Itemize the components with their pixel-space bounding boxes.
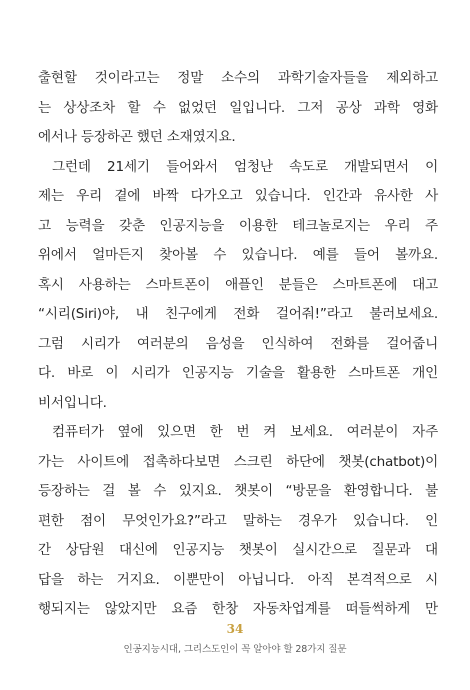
text-line: 행되지는 않았지만 요즘 한창 자동차업계를 떠들썩하게 만 — [38, 601, 438, 617]
text-line: 출현할 것이라고는 정말 소수의 과학기술자들을 제외하고 — [38, 70, 438, 86]
text-line: 에서나 등장하곤 했던 소재였지요. — [38, 129, 236, 145]
text-line: 그런데 21세기 들어와서 엄청난 속도로 개발되면서 이 — [52, 158, 438, 175]
text-line: 제는 우리 곁에 바짝 다가오고 있습니다. 인간과 유사한 사 — [38, 188, 438, 204]
text-line: 컴퓨터가 옆에 있으면 한 번 켜 보세요. 여러분이 자주 — [52, 424, 438, 440]
text-line: 다. 바로 이 시리가 인공지능 기술을 활용한 스마트폰 개인 — [38, 365, 438, 381]
text-line: 편한 점이 무엇인가요?”라고 말하는 경우가 있습니다. 인 — [38, 512, 438, 529]
text-line: 혹시 사용하는 스마트폰이 애플인 분들은 스마트폰에 대고 — [38, 276, 438, 293]
text-line: 등장하는 걸 볼 수 있지요. 챗봇이 “방문을 환영합니다. 불 — [38, 483, 438, 499]
text-line: 그럼 시리가 여러분의 음성을 인식하여 전화를 걸어줍니 — [38, 335, 438, 352]
text-line: 는 상상조차 할 수 없었던 일입니다. 그저 공상 과학 영화 — [38, 99, 438, 116]
page-number: 34 — [226, 622, 244, 636]
text-line: 가는 사이트에 접촉하다보면 스크린 하단에 챗봇(chatbot)이 — [38, 453, 438, 470]
running-footer: 인공지능시대, 그리스도인이 꼭 알아야 할 28가지 질문 — [123, 644, 347, 655]
text-line: 위에서 얼마든지 찾아볼 수 있습니다. 예를 들어 볼까요. — [38, 247, 438, 263]
text-line: 비서입니다. — [38, 394, 107, 411]
text-line: 답을 하는 거지요. 이뿐만이 아닙니다. 아직 본격적으로 시 — [38, 571, 438, 588]
text-line: 고 능력을 갖춘 인공지능을 이용한 테크놀로지는 우리 주 — [38, 217, 438, 234]
body-text — [38, 64, 438, 625]
text-line: “시리(Siri)야, 내 친구에게 전화 걸어줘!”라고 불러보세요. — [38, 306, 438, 322]
text-line: 간 상담원 대신에 인공지능 챗봇이 실시간으로 질문과 대 — [38, 542, 438, 558]
